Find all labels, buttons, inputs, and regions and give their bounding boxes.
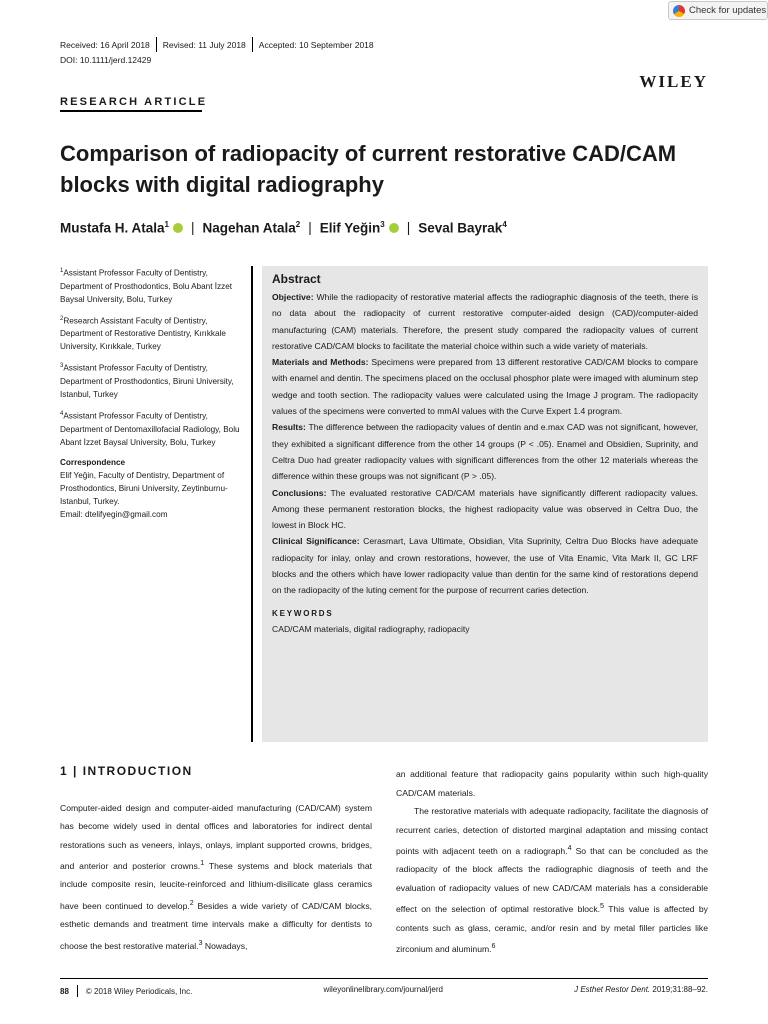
paragraph: The restorative materials with adequate radiopacity, facilitate the diagnosis of recurrent caries, detection of distorted marginal adaptation and missing contact points with adjacent teeth on a radiograph.$^4$ So that can be concluded as the radiopacity of the block affects the radiographic diagnosis of teeth and the evaluation of radiopacity values of new CAD/CAM materials has a considerable effect on the selection of optimal restorative block.$^5$ This value is affected by contents such as glass, ceramic, and/or resin and by metal filler particles like zirconium and aluminum.$^6$ — [396, 806, 708, 955]
accepted-date: Accepted: 10 September 2018 — [258, 39, 374, 50]
author-name[interactable]: Nagehan Atala$^2$ — [202, 220, 301, 236]
author-name[interactable]: Seval Bayrak$^4$ — [418, 220, 507, 236]
article-dates — [60, 37, 374, 52]
received-date: Received: 16 April 2018 — [60, 39, 150, 50]
abstract-methods: Materials and Methods: Specimens were prepared from 13 different restorative CAD/CAM blocks to compare with enamel and dentin. The specimens placed on the occlusal phosphor plate were imaged with aluminum step wedge and tooth section. The radiopacity values were calculated using the Image J program. The radiopacity values of the specimens were converted to mmAl values with the Curve Expert 1.4 program. — [272, 357, 698, 417]
paragraph: Computer-aided design and computer-aided manufacturing (CAD/CAM) system has become widely used in dental offices and laboratories for indirect dental restorations such as veneers, inlays, onlays, implant supported crowns, bridges, and anterior and posterior crowns.$^1$ These systems and block materials that include composite resin, leucite-reinforced and lithium-disilicate glass ceramics have been continued to develop.$^2$ Besides a wide variety of CAD/CAM blocks, esthetic demands and treatment time intervals make a difficulty for dentists to choose the best restorative material.$^3$ Nowadays, — [60, 802, 373, 951]
affiliation: $^3$Assistant Professor Faculty of Dentistry, Department of Prosthodontics, Biruni University, Istanbul, Turkey — [60, 363, 234, 400]
article-title: Comparison of radiopacity of current restorative CAD/CAM blocks with digital radiography — [60, 141, 677, 197]
article-type: RESEARCH ARTICLE — [60, 96, 208, 108]
article-type-underline — [60, 110, 202, 112]
abstract-results: Results: The difference between the radiopacity values of dentin and e.max CAD was not significant, however, they exhibited a significant difference from the other 14 groups (P < .05). Enamel and Obsidien, Suprinity, and Celtra Duo had greater radiopacity values with significant differences from the other 12 materials whereas the difference within these groups was not significant (P > .05). — [272, 422, 699, 482]
author-name[interactable]: Mustafa H. Atala$^1$ — [60, 220, 169, 236]
orcid-icon[interactable] — [389, 223, 399, 233]
copyright: © 2018 Wiley Periodicals, Inc. — [85, 986, 193, 996]
paragraph: an additional feature that radiopacity gains popularity within such high-quality CAD/CAM materials. — [396, 769, 708, 798]
orcid-icon[interactable] — [173, 223, 183, 233]
journal-citation: J Esthet Restor Dent. 2019;31:88–92. — [574, 985, 708, 994]
abstract-divider — [251, 266, 253, 742]
abstract-body — [272, 289, 698, 599]
affiliation: $^4$Assistant Professor Faculty of Dentistry, Department of Dentomaxillofacial Radiology, Bolu Abant İzzet Baysal University, Bolu, Turkey — [60, 411, 240, 447]
revised-date: Revised: 11 July 2018 — [162, 39, 246, 50]
date-separator — [156, 37, 157, 52]
date-separator — [252, 37, 253, 52]
footer-separator — [77, 985, 78, 997]
body-column-right — [396, 765, 708, 959]
keywords-heading: KEYWORDS — [272, 608, 334, 618]
page-footer — [60, 985, 708, 997]
section-heading-introduction: 1 | INTRODUCTION — [60, 764, 193, 778]
affiliations — [60, 265, 250, 521]
doi-link[interactable]: DOI: 10.1111/jerd.12429 — [60, 55, 152, 65]
affiliation: $^2$Research Assistant Faculty of Dentistry, Department of Restorative Dentistry, Kırıkkale University, Kırıkkale, Turkey — [60, 315, 226, 352]
author-separator: | — [308, 220, 312, 236]
citation-ref[interactable]: 3 — [198, 938, 203, 947]
footer-rule — [60, 978, 708, 979]
check-for-updates-label: Check for updates — [689, 5, 767, 16]
journal-url[interactable]: wileyonlinelibrary.com/journal/jerd — [323, 985, 443, 994]
citation-ref[interactable]: 2 — [189, 898, 194, 907]
citation-ref[interactable]: 4 — [567, 844, 572, 852]
body-column-left — [60, 762, 372, 955]
author-separator: | — [406, 220, 411, 236]
citation-ref[interactable]: 1 — [200, 859, 205, 867]
abstract-conclusions: Conclusions: The evaluated restorative CAD/CAM materials have significantly different radiopacity values. Among these permanent restoration blocks, the highest radiopacity value was observed in Celtra Duo, the lowest in Block HC. — [272, 487, 698, 531]
keywords: CAD/CAM materials, digital radiography, radiopacity — [272, 623, 470, 634]
abstract-objective: Objective: While the radiopacity of restorative material affects the radiographic diagnosis of the teeth, there is no data about the radiopacity of current restorative computer-aided design (CAD)/computer-aided manufacturing (CAM) materials. Therefore, the present study compared the radiopacity values of current restorative CAD/CAM blocks to facilitate the material choice within such a wide variety of materials. — [272, 292, 698, 351]
correspondence-email[interactable]: Email: dtelifyegin@gmail.com — [60, 509, 168, 519]
publisher-logo: WILEY — [639, 72, 708, 91]
abstract-clinical-significance: Clinical Significance: Cerasmart, Lava Ultimate, Obsidian, Vita Suprinity, Celtra Duo Blocks have adequate radiopacity for inlay, onlay and crown restorations, however, the use of Vita Enamic, Vita Mark II, GC LRF blocks and the others which have lower radiopacity value than dentin for the same kind of restorations depend on the radiopacity of the luting cement for the purpose of recurrent caries detection. — [272, 536, 699, 596]
author-name[interactable]: Elif Yeğin$^3$ — [319, 220, 385, 236]
citation-ref[interactable]: 5 — [600, 902, 605, 911]
affiliation: $^1$Assistant Professor Faculty of Dentistry, Department of Prosthodontics, Bolu Abant İzzet Baysal University, Bolu, Turkey — [60, 268, 233, 304]
crossmark-icon — [673, 5, 685, 17]
abstract-heading: Abstract — [272, 272, 321, 286]
author-separator: | — [190, 220, 195, 236]
citation-ref[interactable]: 6 — [491, 942, 496, 951]
page-number: 88 — [60, 986, 69, 996]
author-list — [60, 220, 507, 236]
abstract-panel — [262, 266, 708, 742]
correspondence-heading: Correspondence — [60, 457, 126, 467]
correspondence-text: Elif Yeğin, Faculty of Dentistry, Department of Prosthodontics, Biruni University, Zeytinburnu-Istanbul, Turkey. — [60, 470, 228, 506]
check-for-updates-button[interactable] — [668, 1, 768, 20]
